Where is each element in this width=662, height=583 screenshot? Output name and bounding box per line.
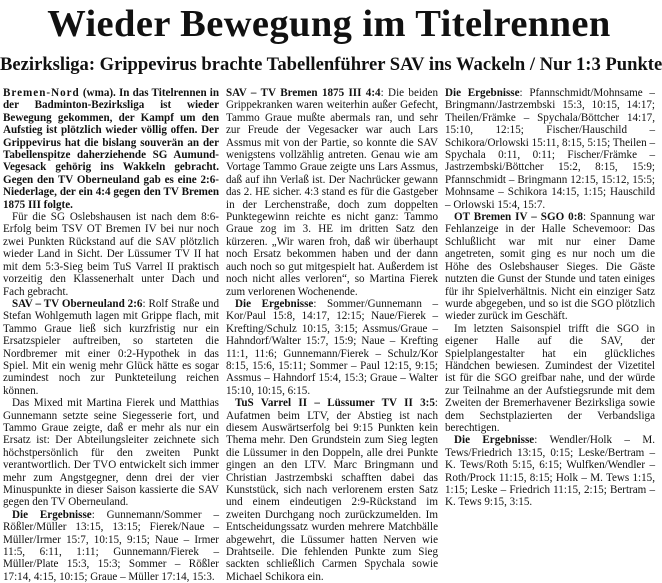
results-text: : Sommer/Gunnemann – Kor/Paul 15:8, 14:17, 12:15; Naue/Fierek – Krefting/Schulz 10:15, 3:15; Assmus/Graue – Hahndorf/Walter 15:7, 15:9; Naue – Krefting 11:1, 11:6; Gunnemann/Fierek – Schulz/Kor 8:15, 15:6, 15:11; Sommer – Paul 12:15, 9:15; Assmus – Hahndorf 15:4, 15:3; Graue – Walter 15:10, 10:15, 6:15.	[226, 297, 438, 397]
match-report	[226, 87, 438, 298]
results-label: Die Ergebnisse	[235, 297, 314, 310]
match-text: : Spannung war Fehlanzeige in der Halle Schevemoor: Das Schlußlicht war mit nur einer Dame angetreten, somit ging es nur noch um die Höhe des Oslebshauser Sieges. Die Gäste nutzten die Gunst der Stunde und taten einiges für ihr Spielverhältnis. Nicht ein einziger Satz wurde abgegeben, und so ist die SGO plötzlich wieder zurück im Geschäft.	[445, 211, 655, 323]
results-paragraph	[445, 87, 655, 211]
body-paragraph: Das Mixed mit Martina Fierek und Matthias Gunnemann setzte seine Siegesserie fort, und Tammo Graue zeigte, daß er mehr als nur ein Ersatz ist: Der Abteilungsleiter zeichnete sich höchstpersönlich für den zweiten Punkt verantwortlich. Der TVO entwickelt sich immer mehr zum Angstgegner, denn drei der vier Minuspunkte in dieser Saison kassierte die SAV gegen den TV Oberneuland.	[3, 397, 219, 509]
results-label: Die Ergebnisse	[454, 434, 535, 447]
article-column-3	[445, 87, 655, 525]
results-paragraph	[226, 298, 438, 397]
match-report	[226, 397, 438, 583]
match-heading: OT Bremen IV – SGO 0:8	[454, 211, 583, 224]
results-paragraph	[445, 434, 655, 508]
match-report	[445, 211, 655, 323]
match-heading: SAV – TV Bremen 1875 III 4:4	[226, 87, 381, 99]
dateline: Bremen-Nord	[3, 87, 80, 99]
results-text: : Wendler/Holk – M. Tews/Friedrich 13:15, 0:15; Leske/Bertram – K. Tews/Roth 5:15, 6:15; Wulfken/Wendler – Roth/Prock 11:15, 8:15; Holk – M. Tews 1:15, 1:15; Leske – Friedrich 11:15, 2:15; Bertram – K. Tews 9:15, 3:15.	[445, 434, 655, 509]
results-paragraph	[3, 509, 219, 583]
article-column-2	[226, 87, 439, 583]
match-text: : Die beiden Grippekranken waren weiterhin außer Gefecht, Tammo Graue mußte abermals ran, und sehr zur Freude der Vegesacker war auch Lars Assmus mit von der Partie, so konnte die SAV wenigstens vollzählig antreten. Genau wie am Vortage Tammo Graue zeigte uns Lars Assmus, daß auf ihn Verlaß ist. Der Nachrücker gewann das 2. HE sicher. 4:3 stand es für die Gastgeber in der Lerchenstraße, doch zum doppelten Punktegewinn reichte es nicht ganz: Tammo Graue zog im 3. HE im dritten Satz den kürzeren. „Wir waren froh, daß wir überhaupt noch Ersatz bekommen haben und der dann auch noch so gut mitgespielt hat. Außerdem ist noch nicht alles verloren“, so Martina Fierek zum verlorenen Wochenende.	[226, 87, 439, 298]
lead-text: (wma). In das Titelrennen in der Badminton-Bezirksliga ist wieder Bewegung gekommen, der Kampf um den Aufstieg ist plötzlich wieder völlig offen. Der Grippevirus hat die bislang souverän an der Tabellenspitze daherziehende SG Aumund-Vegesack gehörig ins Wakkeln gebracht. Gegen den TV Oberneuland gab es eine 2:6-Niederlage, der ein 4:4 gegen den TV Bremen 1875 III folgte.	[3, 87, 219, 211]
results-text: : Gunnemann/Sommer – Rößler/Müller 13:15, 13:15; Fierek/Naue – Müller/Irmer 15:7, 10:15, 9:15; Naue – Irmer 11:5, 6:11, 1:11; Gunnemann/Fierek – Müller/Plate 15:3, 15:3; Sommer – Rößler 17:14, 4:15, 10:15; Graue – Müller 17:14, 15:3.	[3, 508, 219, 583]
match-heading: SAV – TV Oberneuland 2:6	[12, 297, 143, 310]
match-report	[3, 298, 219, 397]
results-label: Die Ergebnisse	[12, 508, 92, 521]
body-paragraph: Im letzten Saisonspiel trifft die SGO in eigener Halle auf die SAV, der Spielplangestalter hat ein glückliches Händchen bewiesen. Zumindest der Vizetitel ist für die SGO greifbar nahe, und der würde zur Teilnahme an der Aufstiegsrunde mit dem Zweiten der Bremerhavener Bezirksliga sowie dem Sechstplazierten der Verbandsliga berechtigen.	[445, 322, 655, 434]
lead-paragraph	[3, 87, 219, 211]
results-text: : Pfannschmidt/Mohnsame – Bringmann/Jastrzembski 15:3, 10:15, 14:17; Theilen/Främke – Spychala/Böttcher 14:17, 15:10, 12:15; Fischer/Hauschild – Schikora/Orlowski 15:11, 8:15, 5:15; Theilen – Spychala 0:11, 0:11; Fischer/Främke – Jastrzembski/Böttcher 15:2, 8:15, 15:9; Pfannschmidt – Bringmann 12:15, 15:12, 15:5; Mohnsame – Schikora 14:15, 1:15; Hauschild – Orlowski 15:4, 15:7.	[445, 87, 655, 211]
match-heading: TuS Varrel II – Lüssumer TV II 3:5	[235, 397, 435, 410]
article-column-1	[3, 87, 219, 583]
subheadline: Bezirksliga: Grippevirus brachte Tabellenführer SAV ins Wackeln / Nur 1:3 Punkte	[0, 54, 662, 75]
match-text: : Rolf Straße und Stefan Wohlgemuth lagen mit Grippe flach, mit Tammo Graue ließ sich kurzfristig nur ein Ersatzspieler auftreiben, so starteten die Nordbremer mit einer 0:2-Hypothek in das Spiel. Mit ein wenig mehr Glück hätte es sogar zumindest noch zur Punkteteilung reichen können.	[3, 297, 219, 397]
headline: Wieder Bewegung im Titelrennen	[47, 3, 611, 45]
results-label: Die Ergebnisse	[445, 87, 520, 99]
match-text: : Aufatmen beim LTV, der Abstieg ist nach diesem Auswärtserfolg bei 9:15 Punkten kein Thema mehr. Den Grundstein zum Sieg legten die Lüssumer in den Doppeln, alle drei Punkte gingen an den LTV. Marc Bringmann und Christian Jastrzembski schafften dabei das Kunststück, sich nach verlorenem ersten Satz und einem eindeutigen 2:9-Rückstand im zweiten Durchgang noch zurückzumelden. Im Entscheidungssatz wurden mehrere Matchbälle abgewehrt, die Lüssumer hatten Nerven wie Drahtseile. Die fehlenden Punkte zum Sieg sackten schließlich Carmen Spychala sowie Michael Schikora ein.	[226, 397, 438, 583]
body-paragraph: Für die SG Oslebshausen ist nach dem 8:6-Erfolg beim TSV OT Bremen IV bei nur noch zwei Punkten Rückstand auf die SAV plötzlich wieder Land in Sicht. Der Lüssumer TV II hat mit dem 5:3-Sieg beim TuS Varrel II praktisch vorzeitig den Klassenerhalt unter Dach und Fach gebracht.	[3, 211, 219, 298]
